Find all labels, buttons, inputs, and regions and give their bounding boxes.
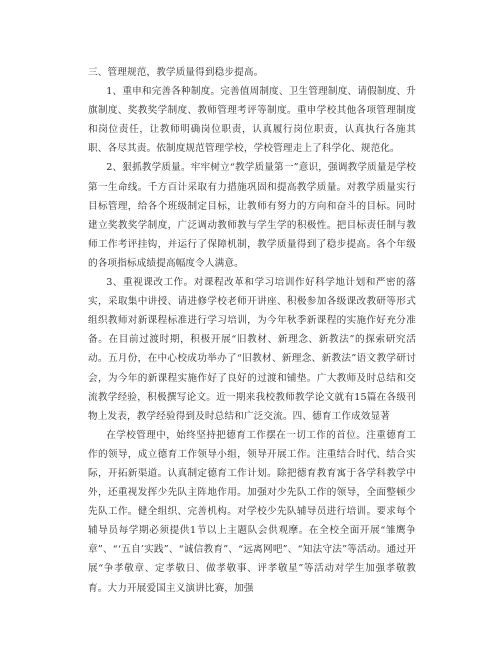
paragraph-4: 在学校管理中，始终坚持把德育工作摆在一切工作的首位。注重德育工作的领导，成立德育工作领导小组，领导开展工作。注重结合时代、结合实际，开拓新渠道。认真制定德育工作计划。除把德育教育寓于各学科教学中外，还重视发挥少先队主阵地作用。加强对少先队工作的领导，全面整顿少先队工作。健全组织、完善机构。对学校少先队辅导员进行培训。要求每个辅导员每学期必须提供1节以上主题队会供观摩。在全校全面开展“雏鹰争章”、“‘五自’实践”、“诚信教育”、“远离网吧”、“知法守法”等活动。通过开展“争孝敬章、定孝敬日、做孝敬事、评孝敬星”等活动对学生加强孝敬教育。大力开展爱国主义演讲比赛，加强 [88, 429, 416, 594]
paragraph-3: 3、重视课改工作。对课程改革和学习培训作好科学地计划和严密的落实，采取集中讲授、请进修学校老师开讲座、积极参加各级课改教研等形式组织教师对新课程标准进行学习培训，为今年秋季新课程的实施作好充分准备。在目前过渡时期，积极开展“旧教材、新理念、新教法”的探索研究活动。五月份，在中心校成功举办了“旧教材、新理念、新教法”语文教学研讨会，为今年的新课程实施作好了良好的过渡和铺垫。广大教师及时总结和交流教学经验，积极撰写论文。近一期来我校教师教学论文就有15篇在各级刊物上发表，教学经验得到及时总结和广泛交流。四、德育工作成效显著 [88, 277, 416, 422]
paragraph-2: 2、狠抓教学质量。牢牢树立“教学质量第一”意识，强调教学质量是学校第一生命线。千方百计采取有力措施巩固和提高教学质量。对教学质量实行目标管理，给各个班级制定目标，让教师有努力的方向和奋斗的目标。同时建立奖教奖学制度，广泛调动教师教与学生学的积极性。把目标责任制与教师工作考评挂钩，并运行了保障机制，教学质量得到了稳步提高。各个年级的各项指标成绩提高幅度令人满意。 [88, 162, 416, 269]
section-heading: 三、管理规范，教学质量得到稳步提高。 [88, 67, 264, 78]
document-body [88, 63, 416, 598]
paragraph-1: 1、重申和完善各种制度。完善值周制度、卫生管理制度、请假制度、升旗制度、奖教奖学制度、教师管理考评等制度。重申学校其他各项管理制度和岗位责任，让教师明确岗位职责，认真履行岗位职责，认真执行各施其职、各尽其责。依制度规范管理学校，学校管理走上了科学化、规范化。 [88, 86, 416, 155]
